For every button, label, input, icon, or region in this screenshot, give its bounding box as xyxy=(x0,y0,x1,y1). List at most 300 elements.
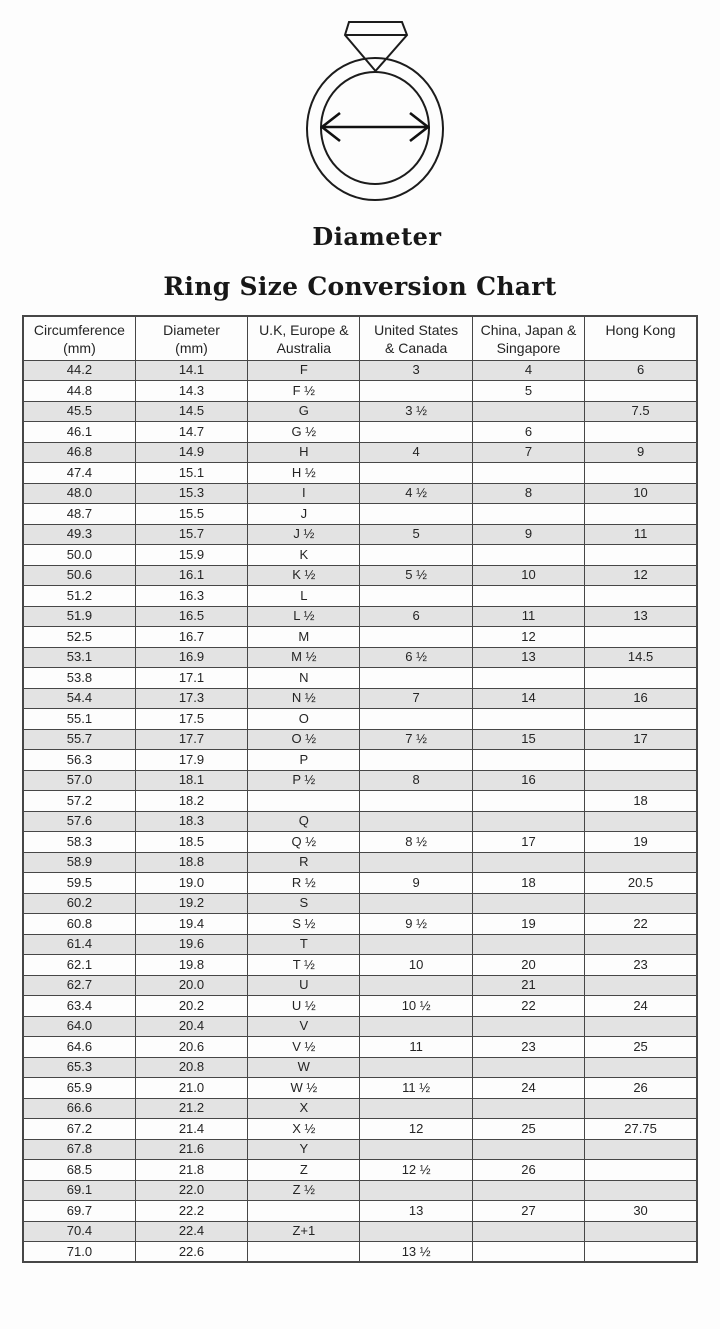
table-cell: 11 xyxy=(472,606,584,627)
table-cell: 4 ½ xyxy=(360,483,472,504)
table-cell: 54.4 xyxy=(23,688,135,709)
table-cell: 22.2 xyxy=(135,1201,247,1222)
table-cell: I xyxy=(248,483,360,504)
table-cell: W xyxy=(248,1057,360,1078)
table-cell: Q ½ xyxy=(248,832,360,853)
table-cell xyxy=(585,668,697,689)
table-row xyxy=(23,770,697,791)
table-row xyxy=(23,524,697,545)
table-cell xyxy=(472,1139,584,1160)
table-cell: 48.0 xyxy=(23,483,135,504)
table-cell: 7 ½ xyxy=(360,729,472,750)
table-row xyxy=(23,463,697,484)
table-row xyxy=(23,1078,697,1099)
table-cell: 69.1 xyxy=(23,1180,135,1201)
table-row xyxy=(23,996,697,1017)
diamond-gem-icon xyxy=(345,22,407,71)
table-cell xyxy=(585,545,697,566)
table-row xyxy=(23,422,697,443)
table-cell xyxy=(472,1242,584,1263)
table-row xyxy=(23,852,697,873)
table-cell: 25 xyxy=(472,1119,584,1140)
table-row xyxy=(23,873,697,894)
table-cell: 65.9 xyxy=(23,1078,135,1099)
table-row xyxy=(23,750,697,771)
table-cell: 60.2 xyxy=(23,893,135,914)
table-cell: 19.2 xyxy=(135,893,247,914)
table-row xyxy=(23,545,697,566)
table-cell xyxy=(472,1221,584,1242)
table-cell: 20.5 xyxy=(585,873,697,894)
table-cell: 12 xyxy=(472,627,584,648)
table-cell xyxy=(585,934,697,955)
ring-band xyxy=(307,58,443,200)
table-cell: 18.2 xyxy=(135,791,247,812)
table-cell xyxy=(472,1057,584,1078)
figure-label: Diameter xyxy=(312,222,442,251)
table-cell: 5 xyxy=(360,524,472,545)
table-cell: P xyxy=(248,750,360,771)
table-cell: 22 xyxy=(585,914,697,935)
table-cell: 20.2 xyxy=(135,996,247,1017)
table-cell: 6 xyxy=(585,360,697,381)
table-cell xyxy=(360,975,472,996)
table-row xyxy=(23,832,697,853)
table-cell: 57.2 xyxy=(23,791,135,812)
table-cell: 18.8 xyxy=(135,852,247,873)
table-cell xyxy=(585,1180,697,1201)
table-cell: 17.5 xyxy=(135,709,247,730)
table-cell: K xyxy=(248,545,360,566)
table-cell: 22.4 xyxy=(135,1221,247,1242)
table-row xyxy=(23,914,697,935)
table-cell: 52.5 xyxy=(23,627,135,648)
table-cell xyxy=(585,893,697,914)
table-cell: 17.1 xyxy=(135,668,247,689)
table-cell: 10 xyxy=(360,955,472,976)
table-cell: 21.8 xyxy=(135,1160,247,1181)
table-row xyxy=(23,1037,697,1058)
table-cell: 8 xyxy=(472,483,584,504)
table-cell: 57.6 xyxy=(23,811,135,832)
table-cell: 26 xyxy=(585,1078,697,1099)
table-cell: 17 xyxy=(472,832,584,853)
page-title: Ring Size Conversion Chart xyxy=(163,272,557,301)
table-cell: 4 xyxy=(360,442,472,463)
table-cell xyxy=(585,811,697,832)
table-cell: T xyxy=(248,934,360,955)
table-cell: 70.4 xyxy=(23,1221,135,1242)
table-cell xyxy=(585,586,697,607)
table-cell: 3 xyxy=(360,360,472,381)
table-cell: 58.3 xyxy=(23,832,135,853)
table-row xyxy=(23,647,697,668)
table-cell: 15.9 xyxy=(135,545,247,566)
column-header: Diameter (mm) xyxy=(135,316,247,360)
table-cell: 15.5 xyxy=(135,504,247,525)
table-cell: 7 xyxy=(360,688,472,709)
table-cell: 4 xyxy=(472,360,584,381)
table-cell: 49.3 xyxy=(23,524,135,545)
table-cell xyxy=(360,852,472,873)
column-header: Hong Kong xyxy=(585,316,697,360)
table-cell: 60.8 xyxy=(23,914,135,935)
table-cell xyxy=(585,709,697,730)
table-cell: 22 xyxy=(472,996,584,1017)
table-row xyxy=(23,1160,697,1181)
table-cell: 13 xyxy=(360,1201,472,1222)
table-row xyxy=(23,1057,697,1078)
table-cell: 25 xyxy=(585,1037,697,1058)
table-row xyxy=(23,791,697,812)
table-cell: 18 xyxy=(472,873,584,894)
table-cell: O xyxy=(248,709,360,730)
table-cell: 10 xyxy=(585,483,697,504)
table-cell xyxy=(360,709,472,730)
table-cell xyxy=(585,1098,697,1119)
conversion-table xyxy=(22,315,698,1263)
table-cell: 13 xyxy=(585,606,697,627)
table-cell: 50.0 xyxy=(23,545,135,566)
table-cell: 16.9 xyxy=(135,647,247,668)
table-cell: 6 ½ xyxy=(360,647,472,668)
table-cell xyxy=(360,627,472,648)
table-cell: U ½ xyxy=(248,996,360,1017)
table-row xyxy=(23,1201,697,1222)
table-cell: 62.1 xyxy=(23,955,135,976)
table-cell xyxy=(472,934,584,955)
table-cell: L xyxy=(248,586,360,607)
table-row xyxy=(23,811,697,832)
table-cell: 24 xyxy=(472,1078,584,1099)
table-cell: 5 ½ xyxy=(360,565,472,586)
table-cell: G xyxy=(248,401,360,422)
table-cell: X xyxy=(248,1098,360,1119)
table-row xyxy=(23,934,697,955)
table-row xyxy=(23,975,697,996)
table-cell: 45.5 xyxy=(23,401,135,422)
table-cell: 69.7 xyxy=(23,1201,135,1222)
table-cell: 11 xyxy=(585,524,697,545)
table-cell: 64.6 xyxy=(23,1037,135,1058)
table-cell: 46.8 xyxy=(23,442,135,463)
table-cell xyxy=(585,1016,697,1037)
table-cell: J xyxy=(248,504,360,525)
table-cell: W ½ xyxy=(248,1078,360,1099)
table-cell xyxy=(585,1242,697,1263)
table-cell xyxy=(360,463,472,484)
table-cell: 48.7 xyxy=(23,504,135,525)
table-cell xyxy=(585,504,697,525)
table-cell: 12 xyxy=(585,565,697,586)
table-cell: 3 ½ xyxy=(360,401,472,422)
table-cell: H ½ xyxy=(248,463,360,484)
table-cell: 44.2 xyxy=(23,360,135,381)
table-row xyxy=(23,688,697,709)
column-header: United States & Canada xyxy=(360,316,472,360)
table-cell xyxy=(360,811,472,832)
table-cell: 59.5 xyxy=(23,873,135,894)
table-cell xyxy=(472,709,584,730)
table-cell: 61.4 xyxy=(23,934,135,955)
table-cell: 17 xyxy=(585,729,697,750)
table-cell xyxy=(472,504,584,525)
table-cell: 18.5 xyxy=(135,832,247,853)
table-cell xyxy=(360,1016,472,1037)
table-cell: 66.6 xyxy=(23,1098,135,1119)
table-cell: 14.5 xyxy=(585,647,697,668)
table-cell: 17.3 xyxy=(135,688,247,709)
column-header: China, Japan & Singapore xyxy=(472,316,584,360)
table-row xyxy=(23,442,697,463)
table-cell: 20 xyxy=(472,955,584,976)
table-cell: 47.4 xyxy=(23,463,135,484)
table-row xyxy=(23,401,697,422)
table-cell xyxy=(360,1057,472,1078)
table-cell: U xyxy=(248,975,360,996)
table-cell xyxy=(472,463,584,484)
table-cell xyxy=(585,463,697,484)
table-cell: 68.5 xyxy=(23,1160,135,1181)
table-cell xyxy=(585,627,697,648)
table-cell: 5 xyxy=(472,381,584,402)
table-cell xyxy=(472,893,584,914)
table-cell xyxy=(360,668,472,689)
table-cell xyxy=(248,1201,360,1222)
table-cell: 15.7 xyxy=(135,524,247,545)
table-cell: 21.6 xyxy=(135,1139,247,1160)
table-cell: Y xyxy=(248,1139,360,1160)
table-cell: 18.3 xyxy=(135,811,247,832)
table-cell: 14.7 xyxy=(135,422,247,443)
table-cell: 23 xyxy=(585,955,697,976)
table-row xyxy=(23,606,697,627)
table-cell: 12 xyxy=(360,1119,472,1140)
table-cell: R ½ xyxy=(248,873,360,894)
table-cell: 63.4 xyxy=(23,996,135,1017)
table-cell xyxy=(585,1139,697,1160)
table-cell: 19.8 xyxy=(135,955,247,976)
table-cell: 21.2 xyxy=(135,1098,247,1119)
table-row xyxy=(23,1221,697,1242)
table-row xyxy=(23,893,697,914)
table-cell: 6 xyxy=(472,422,584,443)
table-cell: S xyxy=(248,893,360,914)
table-cell: 19.6 xyxy=(135,934,247,955)
table-cell: 14.3 xyxy=(135,381,247,402)
table-cell xyxy=(472,1016,584,1037)
table-cell: 50.6 xyxy=(23,565,135,586)
table-cell: 16 xyxy=(585,688,697,709)
table-cell: 27 xyxy=(472,1201,584,1222)
table-cell: 27.75 xyxy=(585,1119,697,1140)
table-row xyxy=(23,1098,697,1119)
table-cell: 16.3 xyxy=(135,586,247,607)
table-cell xyxy=(472,1180,584,1201)
table-cell: 67.2 xyxy=(23,1119,135,1140)
table-cell: Z ½ xyxy=(248,1180,360,1201)
table-row xyxy=(23,729,697,750)
ring-size-table-container xyxy=(22,315,698,1263)
table-row xyxy=(23,627,697,648)
table-cell xyxy=(360,893,472,914)
table-cell xyxy=(360,791,472,812)
table-cell: 7 xyxy=(472,442,584,463)
table-cell xyxy=(585,1160,697,1181)
table-cell: M ½ xyxy=(248,647,360,668)
table-cell xyxy=(585,1057,697,1078)
table-row xyxy=(23,1180,697,1201)
table-cell: 16.5 xyxy=(135,606,247,627)
table-cell: 19 xyxy=(585,832,697,853)
table-cell: T ½ xyxy=(248,955,360,976)
table-cell: 62.7 xyxy=(23,975,135,996)
table-cell: 46.1 xyxy=(23,422,135,443)
table-row xyxy=(23,709,697,730)
table-row xyxy=(23,565,697,586)
table-cell: 6 xyxy=(360,606,472,627)
table-cell xyxy=(360,1139,472,1160)
table-cell xyxy=(248,1242,360,1263)
table-row xyxy=(23,586,697,607)
table-cell: 10 xyxy=(472,565,584,586)
table-cell: 14.9 xyxy=(135,442,247,463)
table-cell: 64.0 xyxy=(23,1016,135,1037)
table-cell: 11 xyxy=(360,1037,472,1058)
table-cell: 22.6 xyxy=(135,1242,247,1263)
table-cell: 51.9 xyxy=(23,606,135,627)
table-cell: V ½ xyxy=(248,1037,360,1058)
table-cell xyxy=(472,811,584,832)
table-cell: 14 xyxy=(472,688,584,709)
table-cell: 53.8 xyxy=(23,668,135,689)
table-cell: 15.1 xyxy=(135,463,247,484)
header-row xyxy=(23,316,697,360)
table-cell xyxy=(472,586,584,607)
table-cell: 9 xyxy=(360,873,472,894)
table-cell: 16.1 xyxy=(135,565,247,586)
table-cell: V xyxy=(248,1016,360,1037)
table-cell xyxy=(472,791,584,812)
table-cell: 20.6 xyxy=(135,1037,247,1058)
table-cell: 53.1 xyxy=(23,647,135,668)
table-cell: 19.4 xyxy=(135,914,247,935)
table-row xyxy=(23,381,697,402)
table-row xyxy=(23,360,697,381)
table-cell xyxy=(585,770,697,791)
table-row xyxy=(23,1016,697,1037)
table-cell: 18.1 xyxy=(135,770,247,791)
table-cell: N xyxy=(248,668,360,689)
table-cell: 55.7 xyxy=(23,729,135,750)
table-cell: O ½ xyxy=(248,729,360,750)
table-cell: 9 ½ xyxy=(360,914,472,935)
table-cell: 19.0 xyxy=(135,873,247,894)
table-cell: 9 xyxy=(585,442,697,463)
table-cell: 56.3 xyxy=(23,750,135,771)
table-row xyxy=(23,668,697,689)
table-cell: L ½ xyxy=(248,606,360,627)
table-cell xyxy=(472,401,584,422)
table-cell: 15.3 xyxy=(135,483,247,504)
table-cell: X ½ xyxy=(248,1119,360,1140)
table-cell: 11 ½ xyxy=(360,1078,472,1099)
table-cell: Z xyxy=(248,1160,360,1181)
table-cell xyxy=(360,381,472,402)
table-cell xyxy=(360,504,472,525)
table-cell: 51.2 xyxy=(23,586,135,607)
table-cell: 24 xyxy=(585,996,697,1017)
table-cell: 21.0 xyxy=(135,1078,247,1099)
table-cell xyxy=(360,422,472,443)
table-cell: 8 ½ xyxy=(360,832,472,853)
table-cell xyxy=(360,1221,472,1242)
table-cell: G ½ xyxy=(248,422,360,443)
table-cell xyxy=(585,1221,697,1242)
table-cell: 57.0 xyxy=(23,770,135,791)
table-cell: 7.5 xyxy=(585,401,697,422)
table-cell: 65.3 xyxy=(23,1057,135,1078)
table-cell: N ½ xyxy=(248,688,360,709)
table-cell: 13 xyxy=(472,647,584,668)
table-cell: 22.0 xyxy=(135,1180,247,1201)
column-header: U.K, Europe & Australia xyxy=(248,316,360,360)
table-cell: S ½ xyxy=(248,914,360,935)
table-cell: 20.4 xyxy=(135,1016,247,1037)
table-cell xyxy=(360,545,472,566)
diameter-arrow-icon xyxy=(322,113,428,141)
table-cell: 58.9 xyxy=(23,852,135,873)
table-row xyxy=(23,483,697,504)
table-cell xyxy=(585,422,697,443)
table-cell: 9 xyxy=(472,524,584,545)
table-cell xyxy=(472,545,584,566)
table-cell xyxy=(472,668,584,689)
table-cell: 19 xyxy=(472,914,584,935)
table-cell xyxy=(360,1098,472,1119)
table-cell: 10 ½ xyxy=(360,996,472,1017)
table-cell xyxy=(585,381,697,402)
table-cell xyxy=(472,750,584,771)
table-cell: 13 ½ xyxy=(360,1242,472,1263)
table-cell: P ½ xyxy=(248,770,360,791)
table-cell: J ½ xyxy=(248,524,360,545)
table-cell: K ½ xyxy=(248,565,360,586)
table-row xyxy=(23,504,697,525)
table-cell xyxy=(585,975,697,996)
table-cell: Z+1 xyxy=(248,1221,360,1242)
table-cell xyxy=(360,1180,472,1201)
table-row xyxy=(23,1119,697,1140)
table-cell: 21 xyxy=(472,975,584,996)
column-header: Circumference (mm) xyxy=(23,316,135,360)
table-cell: 23 xyxy=(472,1037,584,1058)
table-cell: R xyxy=(248,852,360,873)
table-cell: 14.5 xyxy=(135,401,247,422)
table-cell: 21.4 xyxy=(135,1119,247,1140)
table-cell xyxy=(360,934,472,955)
table-row xyxy=(23,1242,697,1263)
table-cell xyxy=(585,852,697,873)
table-cell xyxy=(360,586,472,607)
table-cell: 16.7 xyxy=(135,627,247,648)
table-cell: 44.8 xyxy=(23,381,135,402)
table-cell: 12 ½ xyxy=(360,1160,472,1181)
table-cell: 8 xyxy=(360,770,472,791)
table-cell: 71.0 xyxy=(23,1242,135,1263)
table-cell xyxy=(360,750,472,771)
table-cell: 14.1 xyxy=(135,360,247,381)
